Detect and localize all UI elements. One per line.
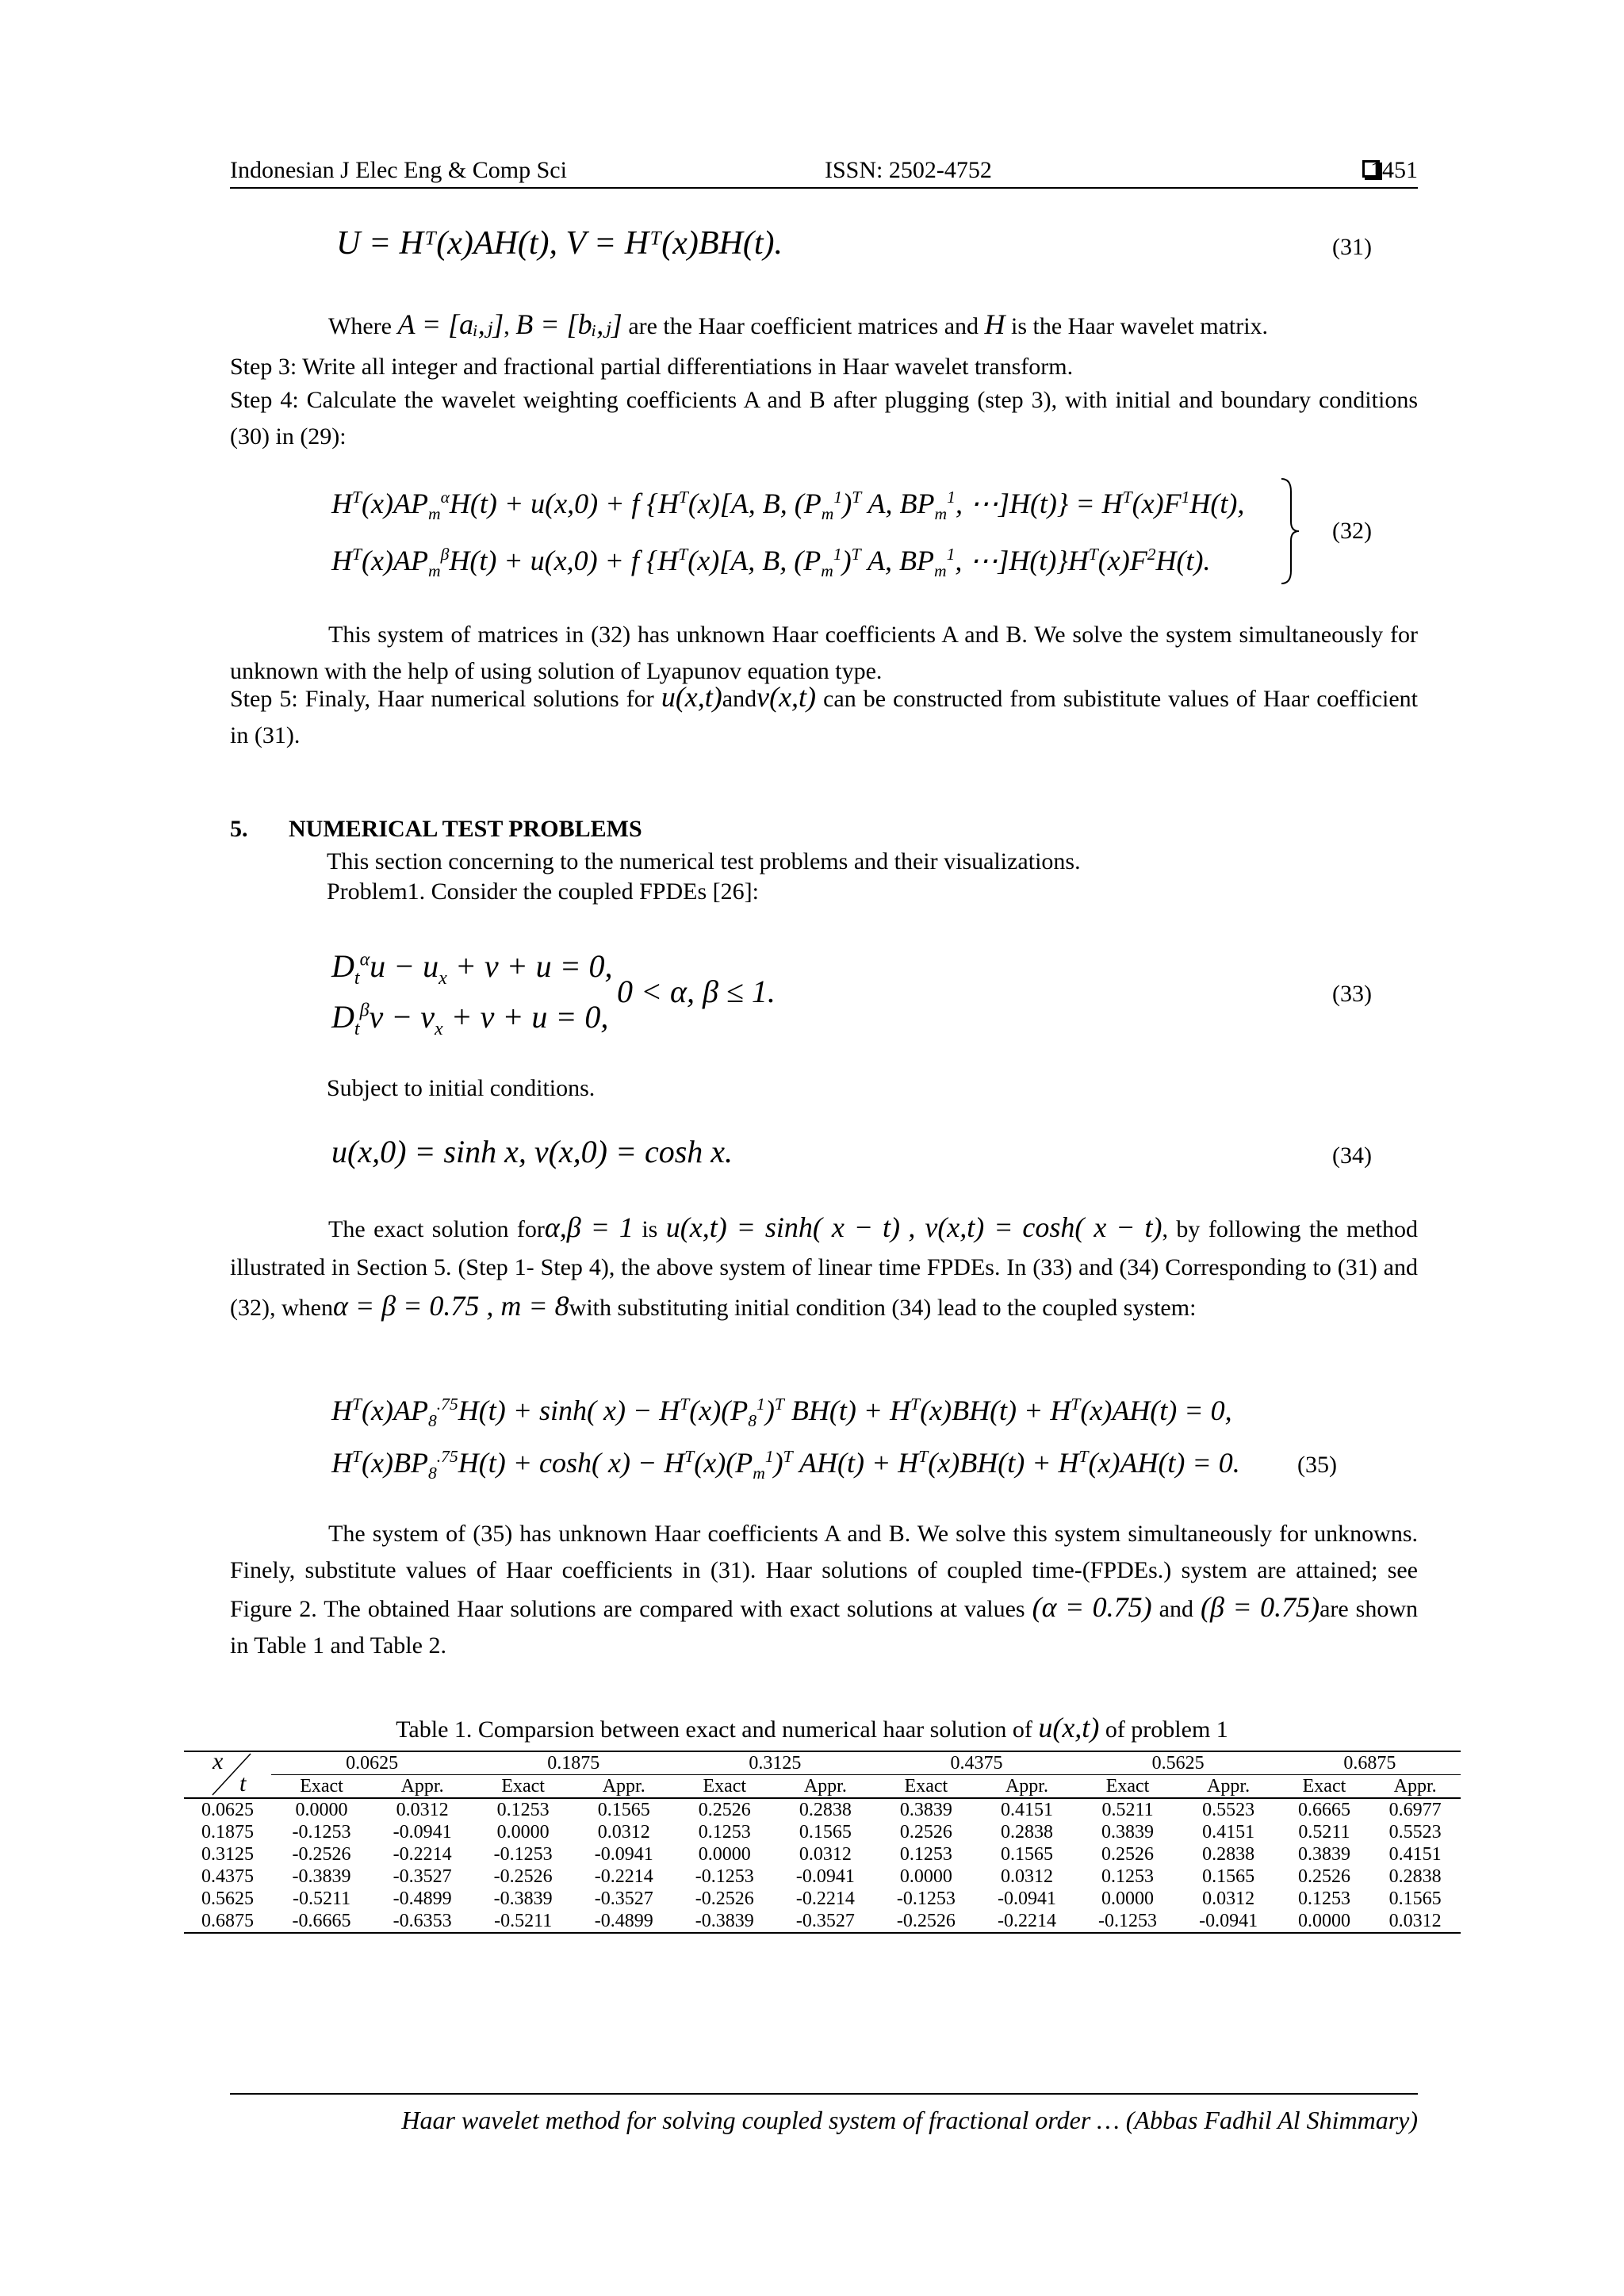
table-cell: 0.2838 — [799, 1800, 852, 1820]
table-t-header: 0.0625 — [271, 1751, 473, 1775]
table-cell: 0.5523 — [1388, 1822, 1442, 1843]
table-appr-header: Appr. — [372, 1775, 473, 1799]
table-cell: -0.5211 — [494, 1911, 553, 1931]
table-cell: -0.4899 — [594, 1911, 653, 1931]
table-cell: 0.2526 — [698, 1800, 751, 1820]
table-t-header: 0.6875 — [1279, 1751, 1461, 1775]
table-cell: 0.6977 — [1388, 1800, 1442, 1820]
table-cell: 0.1565 — [799, 1822, 852, 1843]
table-x-cell: 0.1875 — [201, 1822, 254, 1843]
table-cell: 0.0000 — [496, 1822, 550, 1843]
section-title: NUMERICAL TEST PROBLEMS — [289, 816, 642, 842]
equation-35-line-1: $H^T(x)AP_8^{.75}H(t) + \sinh$( $x) - H^T(x)(P_8^1)^T$ $BH(t) + H^T(x)BH(t) + H^T(x)AH(t) = 0$, — [331, 1395, 1232, 1431]
table-cell: 0.1565 — [1388, 1888, 1442, 1909]
table-cell: -0.0941 — [594, 1844, 653, 1865]
table-cell: -0.3839 — [292, 1866, 351, 1887]
problem-1: Problem1. Consider the coupled FPDEs [26]: — [327, 878, 759, 905]
table-cell: 0.1253 — [1101, 1866, 1155, 1887]
table-exact-header: Exact — [271, 1775, 372, 1799]
table-cell: 0.1565 — [1000, 1844, 1053, 1865]
equation-31-number: (31) — [1332, 234, 1372, 260]
step-3: Step 3: Write all integer and fractional partial differentiations in Haar wavelet transform. — [230, 354, 1074, 380]
corner-diagonal — [184, 1748, 271, 1797]
table-cell: 0.2526 — [1297, 1866, 1350, 1887]
table-cell: -0.3527 — [393, 1866, 452, 1887]
table-cell: 0.0312 — [799, 1844, 852, 1865]
equation-32-number: (32) — [1332, 518, 1372, 544]
table-cell: 0.0312 — [1388, 1911, 1442, 1931]
table-x-cell: 0.3125 — [201, 1844, 254, 1865]
table-header-t-row — [184, 1751, 1461, 1775]
equation-35-number: (35) — [1297, 1452, 1337, 1478]
table-cell: -0.0941 — [997, 1888, 1056, 1909]
table-cell: 0.4151 — [1000, 1800, 1053, 1820]
table-cell: 0.0312 — [1000, 1866, 1053, 1887]
table-cell: 0.4151 — [1202, 1822, 1255, 1843]
table-cell: 0.4151 — [1388, 1844, 1442, 1865]
system-35-paragraph: The system of (35) has unknown Haar coefficients A and B. We solve this system simultaneously for unknowns. Finely, substitute values of Haar coefficients in (31). Haar solutions of coupled time-(FPDEs.) system are attained; see Figure 2. The obtained Haar solutions are compared with exact solutions at values (α = 0.75) and (β = 0.75)are shown in Table 1 and Table 2. — [230, 1521, 1419, 1659]
table-row — [184, 1843, 1461, 1866]
table-exact-header: Exact — [1078, 1775, 1178, 1799]
table-cell: 0.5523 — [1202, 1800, 1255, 1820]
table-cell: 0.2838 — [1000, 1822, 1053, 1843]
corner-t-label: t — [239, 1770, 247, 1797]
table-cell: -0.2214 — [594, 1866, 653, 1887]
step-4: Step 4: Calculate the wavelet weighting coefficients A and B after plugging (step 3), with initial and boundary conditions (30) in (29): — [230, 387, 1418, 450]
journal-name: Indonesian J Elec Eng & Comp Sci — [230, 157, 567, 183]
table-x-cell: 0.6875 — [201, 1911, 254, 1931]
equation-35-line-2: $H^T(x)BP_8^{.75}H(t) + \cosh$( $x) - H^T(x)(P_m^1)^T$ $AH(t) + H^T(x)BH(t) + H^T(x)AH(t) = 0$. — [331, 1447, 1240, 1483]
matrix-h: H — [984, 308, 1005, 340]
table-cell: 0.2526 — [899, 1822, 952, 1843]
table-row — [184, 1888, 1461, 1910]
corner-x-label: x — [213, 1748, 224, 1774]
table-t-header: 0.1875 — [473, 1751, 674, 1775]
table-cell: -0.2214 — [393, 1844, 452, 1865]
section-number: 5. — [230, 816, 248, 842]
table-t-header: 0.5625 — [1078, 1751, 1279, 1775]
equation-32-line-1: $H^T(x)AP_m^\alpha H(t) + u(x,0) + f$ {$H^T(x)[A$, B, $(P_m^1)^T$ A, $BP_m^1$, ⋯]H(t)} = $H^T(x)F^1H(t)$, — [331, 488, 1245, 524]
table-appr-header: Appr. — [976, 1775, 1077, 1799]
equation-33-line-2: $D_t^\beta v - v_x + v + u = 0$, — [331, 999, 609, 1039]
table-cell: 0.0000 — [1101, 1888, 1155, 1909]
table-row — [184, 1910, 1461, 1933]
table-cell: -0.2214 — [997, 1911, 1056, 1931]
equation-34-number: (34) — [1332, 1142, 1372, 1169]
table-cell: 0.1253 — [1297, 1888, 1350, 1909]
table-appr-header: Appr. — [573, 1775, 674, 1799]
table-x-cell: 0.0625 — [201, 1800, 254, 1820]
table-cell: -0.1253 — [493, 1844, 553, 1865]
table-cell: 0.0000 — [899, 1866, 952, 1887]
table-exact-header: Exact — [875, 1775, 976, 1799]
table-cell: -0.0941 — [795, 1866, 855, 1887]
page-number: 1451 — [1370, 157, 1418, 183]
table-cell: -0.1253 — [896, 1888, 956, 1909]
table-x-cell: 0.5625 — [201, 1888, 254, 1909]
equation-33-line-1: $D_t^\alpha u - u_x + v + u = 0$, — [331, 948, 613, 989]
table-t-header: 0.4375 — [875, 1751, 1077, 1775]
footer-citation: Haar wavelet method for solving coupled system of fractional order … (Abbas Fadhil Al Shimmary) — [401, 2106, 1418, 2134]
table-exact-header: Exact — [473, 1775, 573, 1799]
table-cell: 0.0000 — [1297, 1911, 1350, 1931]
table-cell: 0.2526 — [1101, 1844, 1155, 1865]
table-cell: -0.3527 — [594, 1888, 653, 1909]
table-cell: -0.3527 — [795, 1911, 855, 1931]
equation-31: U = Hᵀ(x)AH(t), V = Hᵀ(x)BH(t). — [336, 225, 783, 262]
table-cell: -0.4899 — [393, 1888, 452, 1909]
table-x-cell: 0.4375 — [201, 1866, 254, 1887]
table-1 — [184, 1748, 1461, 1934]
table-1-caption: Table 1. Comparsion between exact and numerical haar solution of u(x,t) of problem 1 — [396, 1712, 1228, 1743]
table-header-sub-row — [184, 1775, 1461, 1799]
table-corner-cell — [184, 1748, 271, 1798]
table-cell: 0.5211 — [1298, 1822, 1350, 1843]
table-cell: -0.2526 — [896, 1911, 956, 1931]
matrix-b-def: B = [bᵢ,ⱼ] — [515, 308, 622, 340]
table-cell: -0.6353 — [393, 1911, 452, 1931]
table-appr-header: Appr. — [1178, 1775, 1279, 1799]
initial-conditions-text: Subject to initial conditions. — [327, 1075, 596, 1101]
table-cell: 0.5211 — [1101, 1800, 1154, 1820]
table-cell: -0.5211 — [292, 1888, 351, 1909]
table-cell: 0.1253 — [496, 1800, 550, 1820]
issn: ISSN: 2502-4752 — [825, 157, 992, 183]
table-cell: 0.0000 — [295, 1800, 348, 1820]
table-cell: -0.1253 — [695, 1866, 754, 1887]
equation-32-brace — [1278, 476, 1302, 587]
table-cell: 0.3839 — [1297, 1844, 1350, 1865]
table-cell: 0.3839 — [1101, 1822, 1155, 1843]
table-cell: 0.0312 — [396, 1800, 449, 1820]
footer-rule — [230, 2093, 1418, 2095]
table-cell: -0.0941 — [393, 1822, 452, 1843]
equation-33-range: 0 < α, β ≤ 1. — [617, 974, 776, 1009]
table-cell: -0.0941 — [1199, 1911, 1258, 1931]
equation-34: u(x,0) = sinh x, v(x,0) = cosh x. — [331, 1134, 733, 1169]
table-cell: 0.2838 — [1202, 1844, 1255, 1865]
table-cell: -0.2214 — [795, 1888, 855, 1909]
table-1-container — [184, 1748, 1461, 1934]
table-cell: 0.1253 — [899, 1844, 952, 1865]
header-rule — [230, 187, 1418, 189]
table-cell: 0.3839 — [899, 1800, 952, 1820]
table-cell: 0.6665 — [1297, 1800, 1350, 1820]
table-t-header: 0.3125 — [674, 1751, 875, 1775]
exact-solution-paragraph: The exact solution forα,β = 1 is u(x,t) = sinh( x − t) , v(x,t) = cosh( x − t), by following the method illustrated in Section 5. (Step 1- Step 4), the above system of linear time FPDEs. In (33) and (34) Corresponding to (31) and (32), whenα = β = 0.75 , m = 8with substituting initial condition (34) lead to the coupled system: — [230, 1211, 1419, 1322]
table-appr-header: Appr. — [775, 1775, 875, 1799]
system-32-paragraph: This system of matrices in (32) has unknown Haar coefficients A and B. We solve the system simultaneously for unknown with the help of using solution of Lyapunov equation type. — [230, 622, 1418, 684]
table-cell: -0.3839 — [493, 1888, 553, 1909]
step-5: Step 5: Finaly, Haar numerical solutions for u(x,t)andv(x,t) can be constructed from subistitute values of Haar coefficient in (31). — [230, 681, 1419, 748]
table-cell: 0.1565 — [1202, 1866, 1255, 1887]
table-appr-header: Appr. — [1369, 1775, 1461, 1799]
equation-33-number: (33) — [1332, 981, 1372, 1007]
table-cell: 0.1565 — [597, 1800, 650, 1820]
where-line: Where A = [aᵢ,ⱼ], B = [bᵢ,ⱼ] are the Haar coefficient matrices and H is the Haar wavelet matrix. — [328, 308, 1269, 340]
table-cell: -0.2526 — [292, 1844, 351, 1865]
table-row — [184, 1866, 1461, 1888]
table-exact-header: Exact — [674, 1775, 775, 1799]
table-cell: 0.2838 — [1388, 1866, 1442, 1887]
table-cell: -0.2526 — [493, 1866, 553, 1887]
table-cell: -0.3839 — [695, 1911, 754, 1931]
table-row — [184, 1798, 1461, 1821]
table-cell: -0.1253 — [292, 1822, 351, 1843]
table-cell: 0.0312 — [1202, 1888, 1255, 1909]
equation-32-line-2: $H^T(x)AP_m^\beta H(t) + u(x,0) + f$ {$H^T(x)[A$, B, $(P_m^1)^T$ A, $BP_m^1$, $\cdots]H(t)\}H^T(x)F^2H(t)$. — [331, 545, 1211, 581]
table-exact-header: Exact — [1279, 1775, 1370, 1799]
table-cell: 0.0000 — [698, 1844, 751, 1865]
table-cell: -0.1253 — [1098, 1911, 1158, 1931]
table-cell: 0.0312 — [597, 1822, 650, 1843]
table-cell: -0.2526 — [695, 1888, 754, 1909]
table-row — [184, 1821, 1461, 1843]
section-intro: This section concerning to the numerical test problems and their visualizations. — [327, 848, 1081, 874]
table-cell: -0.6665 — [292, 1911, 351, 1931]
table-cell: 0.1253 — [698, 1822, 751, 1843]
matrix-a-def: A = [aᵢ,ⱼ] — [397, 308, 504, 340]
